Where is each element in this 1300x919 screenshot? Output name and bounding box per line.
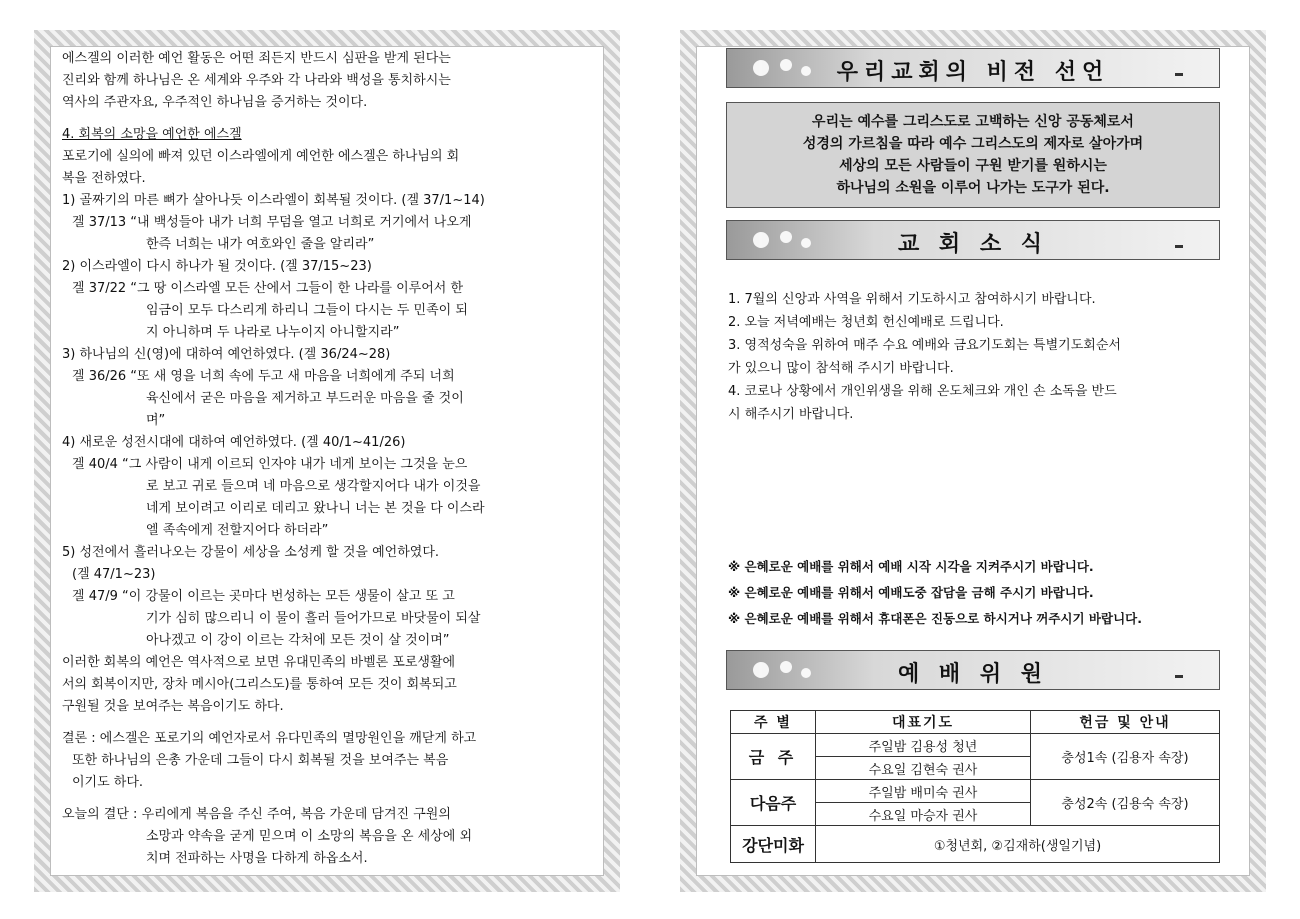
news-line: 가 있으니 많이 참석해 주시기 바랍니다. — [728, 361, 954, 376]
text-line: 에스겔의 이러한 예언 활동은 어떤 죄든지 반드시 심판을 받게 된다는 — [62, 51, 451, 66]
note-line: ※ 은혜로운 예배를 위해서 예배도중 잡담을 금해 주시기 바랍니다. — [728, 585, 1094, 600]
text-line: 역사의 주관자요, 우주적인 하나님을 증거하는 것이다. — [62, 95, 368, 110]
worship-notes — [728, 554, 1236, 632]
news-line: 3. 영적성숙을 위하여 매주 수요 예배와 금요기도회는 특별기도회순서 — [728, 338, 1121, 353]
vision-line: 우리는 예수를 그리스도로 고백하는 신앙 공동체로서 — [812, 114, 1134, 130]
text-line: 임금이 모두 다스리게 하리니 그들이 다시는 두 민족이 되 — [146, 303, 468, 318]
vision-line: 성경의 가르침을 따라 예수 그리스도의 제자로 살아가며 — [802, 136, 1144, 152]
text-line: 한즉 너희는 내가 여호와인 줄을 알리라” — [146, 237, 375, 252]
table-row — [731, 780, 1220, 803]
text-line: (겔 47/1~23) — [72, 567, 156, 582]
text-line: 로 보고 귀로 들으며 네 마음으로 생각할지어다 내가 이것을 — [146, 479, 481, 494]
vision-title-bar — [726, 48, 1220, 88]
worship-title-bar — [726, 650, 1220, 690]
text-line: 네게 보이려고 이리로 데리고 왔나니 너는 본 것을 다 이스라 — [146, 501, 485, 516]
prayer-cell: 주일밤 배미숙 권사 — [816, 780, 1031, 803]
dash-mark — [1175, 73, 1183, 76]
table-header-row — [731, 711, 1220, 734]
text-line: 이기도 하다. — [72, 775, 144, 790]
text-line: 이러한 회복의 예언은 역사적으로 보면 유대민족의 바벨론 포로생활에 — [62, 655, 456, 670]
text-line: 오늘의 결단 : 우리에게 복음을 주신 주여, 복음 가운데 담겨진 구원의 — [62, 807, 451, 822]
text-line: 포로기에 실의에 빠져 있던 이스라엘에게 예언한 에스겔은 하나님의 회 — [62, 149, 460, 164]
news-line: 2. 오늘 저녁예배는 청년회 헌신예배로 드립니다. — [728, 315, 1004, 330]
text-line: 겔 47/9 “이 강물이 이르는 곳마다 번성하는 모든 생물이 살고 또 고 — [72, 589, 455, 604]
text-line: 4) 새로운 성전시대에 대하여 예언하였다. (겔 40/1~41/26) — [62, 435, 406, 450]
text-line: 서의 회복이지만, 장차 메시아(그리스도)를 통하여 모든 것이 회복되고 — [62, 677, 457, 692]
left-page — [34, 30, 620, 892]
text-line: 치며 전파하는 사명을 다하게 하옵소서. — [146, 851, 368, 866]
text-line: 구원될 것을 보여주는 복음이기도 하다. — [62, 699, 284, 714]
news-title-bar — [726, 220, 1220, 260]
vision-line: 세상의 모든 사람들이 구원 받기를 원하시는 — [839, 158, 1107, 174]
table-row — [731, 826, 1220, 863]
right-page — [680, 30, 1266, 892]
altar-flower-cell: ①청년회, ②김재하(생일기념) — [816, 826, 1220, 863]
week-cell: 다음주 — [731, 780, 816, 826]
sermon-text — [62, 48, 592, 870]
spacer — [62, 794, 592, 804]
offering-cell: 충성2속 (김용숙 속장) — [1031, 780, 1220, 826]
text-line: 복을 전하였다. — [62, 171, 146, 186]
text-line: 5) 성전에서 흘러나오는 강물이 세상을 소성케 할 것을 예언하였다. — [62, 545, 440, 560]
church-news — [728, 288, 1226, 426]
col-prayer: 대표기도 — [816, 711, 1031, 734]
text-line: 3) 하나님의 신(영)에 대하여 예언하였다. (겔 36/24~28) — [62, 347, 391, 362]
spacer — [62, 114, 592, 124]
note-line: ※ 은혜로운 예배를 위해서 휴대폰은 진동으로 하시거나 꺼주시기 바랍니다. — [728, 611, 1142, 626]
prayer-cell: 주일밤 김용성 청년 — [816, 734, 1031, 757]
news-line: 시 해주시기 바랍니다. — [728, 407, 854, 422]
news-title: 교 회 소 식 — [898, 232, 1048, 257]
spacer — [62, 718, 592, 728]
table-row — [731, 734, 1220, 757]
text-line: 결론 : 에스겔은 포로기의 예언자로서 유다민족의 멸망원인을 깨닫게 하고 — [62, 731, 477, 746]
dash-mark — [1175, 675, 1183, 678]
text-line: 겔 40/4 “그 사람이 내게 이르되 인자야 내가 네게 보이는 그것을 눈으 — [72, 457, 468, 472]
news-line: 1. 7월의 신앙과 사역을 위해서 기도하시고 참여하시기 바랍니다. — [728, 292, 1096, 307]
col-week: 주 별 — [731, 711, 816, 734]
text-line: 육신에서 굳은 마음을 제거하고 부드러운 마음을 줄 것이 — [146, 391, 464, 406]
note-line: ※ 은혜로운 예배를 위해서 예배 시작 시각을 지켜주시기 바랍니다. — [728, 559, 1094, 574]
vision-line: 하나님의 소원을 이루어 나가는 도구가 된다. — [836, 180, 1110, 196]
text-line: 며” — [146, 413, 166, 428]
text-line: 엘 족속에게 전할지어다 하더라” — [146, 523, 329, 538]
text-line: 2) 이스라엘이 다시 하나가 될 것이다. (겔 37/15~23) — [62, 259, 372, 274]
text-line: 겔 37/22 “그 땅 이스라엘 모든 산에서 그들이 한 나라를 이루어서 한 — [72, 281, 464, 296]
news-line: 4. 코로나 상황에서 개인위생을 위해 온도체크와 개인 손 소독을 반드 — [728, 384, 1117, 399]
dash-mark — [1175, 245, 1183, 248]
text-line: 겔 36/26 “또 새 영을 너희 속에 두고 새 마음을 너희에게 주되 너희 — [72, 369, 455, 384]
text-line: 또한 하나님의 은총 가운데 그들이 다시 회복될 것을 보여주는 복음 — [72, 753, 449, 768]
text-line: 4. 회복의 소망을 예언한 에스겔 — [62, 127, 242, 142]
col-offering: 헌금 및 안내 — [1031, 711, 1220, 734]
prayer-cell: 수요일 마승자 권사 — [816, 803, 1031, 826]
text-line: 아나겠고 이 강이 이르는 각처에 모든 것이 살 것이며” — [146, 633, 450, 648]
prayer-cell: 수요일 김현숙 권사 — [816, 757, 1031, 780]
text-line: 1) 골짜기의 마른 뼈가 살아나듯 이스라엘이 회복될 것이다. (겔 37/1~14) — [62, 193, 485, 208]
vision-title: 우리교회의 비전 선언 — [836, 60, 1110, 85]
worship-title: 예 배 위 원 — [898, 662, 1048, 687]
week-cell: 강단미화 — [731, 826, 816, 863]
text-line: 기가 심히 많으리니 이 물이 흘러 들어가므로 바닷물이 되살 — [146, 611, 481, 626]
text-line: 겔 37/13 “내 백성들아 내가 너희 무덤을 열고 너희로 거기에서 나오게 — [72, 215, 472, 230]
week-cell: 금 주 — [731, 734, 816, 780]
worship-committee-table — [730, 710, 1220, 863]
text-line: 소망과 약속을 굳게 믿으며 이 소망의 복음을 온 세상에 외 — [146, 829, 473, 844]
vision-statement — [726, 102, 1220, 208]
text-line: 진리와 함께 하나님은 온 세계와 우주와 각 나라와 백성을 통치하시는 — [62, 73, 451, 88]
offering-cell: 충성1속 (김용자 속장) — [1031, 734, 1220, 780]
text-line: 지 아니하며 두 나라로 나누이지 아니할지라” — [146, 325, 400, 340]
